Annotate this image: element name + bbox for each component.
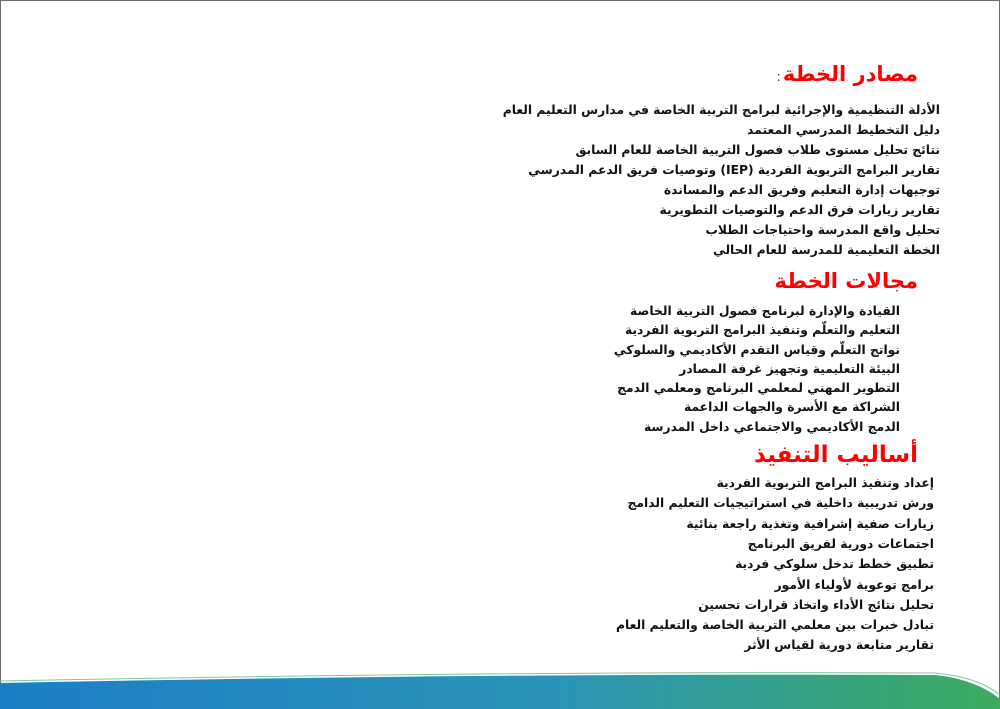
list-item: نتائج تحليل مستوى طلاب فصول التربية الخاصة للعام السابق bbox=[575, 143, 940, 157]
list-item: دليل التخطيط المدرسي المعتمد bbox=[747, 123, 940, 137]
section-title-plan-domains: مجالات الخطة bbox=[774, 269, 918, 293]
list-item: برامج توعوية لأولياء الأمور bbox=[774, 577, 934, 592]
list-item: تحليل واقع المدرسة واحتياجات الطلاب bbox=[705, 223, 940, 237]
list-item: تقارير زيارات فرق الدعم والتوصيات التطويرية bbox=[659, 203, 940, 217]
list-item: القيادة والإدارة لبرنامج فصول التربية الخاصة bbox=[630, 304, 900, 318]
list-item: التطوير المهني لمعلمي البرنامج ومعلمي الدمج bbox=[617, 381, 900, 396]
document-content bbox=[340, 52, 940, 656]
footer-wave-decoration bbox=[0, 659, 1000, 709]
section-title-implementation-methods: أساليب التنفيذ bbox=[753, 442, 918, 469]
plan-sources-list bbox=[340, 100, 940, 260]
list-item: الخطة التعليمية للمدرسة للعام الحالي bbox=[713, 243, 940, 257]
list-item: تطبيق خطط تدخل سلوكي فردية bbox=[735, 557, 934, 572]
section-title-plan-sources: مصادر الخطة: bbox=[776, 62, 918, 86]
list-item: الأدلة التنظيمية والإجرائية لبرامج التربية الخاصة في مدارس التعليم العام bbox=[502, 103, 940, 117]
list-item: زيارات صفية إشرافية وتغذية راجعة بنائية bbox=[686, 516, 934, 531]
list-item: تقارير متابعة دورية لقياس الأثر bbox=[744, 638, 934, 653]
title-colon: : bbox=[776, 70, 781, 85]
list-item: ورش تدريبية داخلية في استراتيجيات التعليم الدامج bbox=[627, 496, 934, 511]
list-item: تقارير البرامج التربوية الفردية (IEP) وتوصيات فريق الدعم المدرسي bbox=[528, 163, 940, 177]
list-item: الشراكة مع الأسرة والجهات الداعمة bbox=[683, 400, 900, 415]
list-item: البيئة التعليمية وتجهيز غرفة المصادر bbox=[679, 361, 900, 376]
list-item: اجتماعات دورية لفريق البرنامج bbox=[747, 536, 934, 551]
list-item: تبادل خبرات بين معلمي التربية الخاصة والتعليم العام bbox=[615, 618, 934, 633]
plan-domains-list bbox=[340, 302, 940, 437]
list-item: نواتج التعلّم وقياس التقدم الأكاديمي والسلوكي bbox=[613, 342, 900, 357]
implementation-methods-list bbox=[340, 473, 940, 656]
list-item: إعداد وتنفيذ البرامج التربوية الفردية bbox=[716, 476, 934, 491]
list-item: توجيهات إدارة التعليم وفريق الدعم والمساندة bbox=[663, 183, 940, 197]
list-item: تحليل نتائج الأداء واتخاذ قرارات تحسين bbox=[698, 597, 934, 612]
list-item: التعليم والتعلّم وتنفيذ البرامج التربوية الفردية bbox=[624, 323, 900, 338]
list-item: الدمج الأكاديمي والاجتماعي داخل المدرسة bbox=[643, 419, 900, 434]
